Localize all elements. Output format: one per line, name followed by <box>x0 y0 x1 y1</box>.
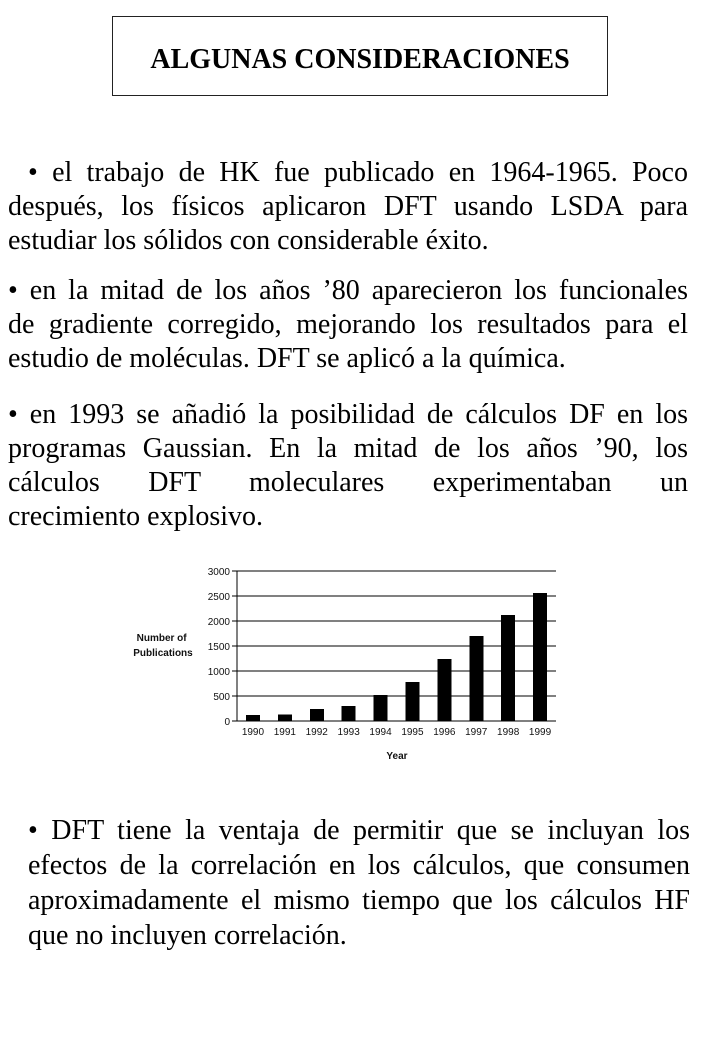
bullet-4-line: • DFT tiene la ventaja de permitir que se incluyan los <box>28 815 690 846</box>
bullet-4-line: que no incluyen correlación. <box>28 920 347 951</box>
bullet-1-line: estudiar los sólidos con considerable éxito. <box>8 225 489 256</box>
bar-1998 <box>501 615 515 721</box>
bar-1994 <box>374 695 388 721</box>
x-tick-label: 1998 <box>497 727 520 738</box>
y-tick-label: 3000 <box>207 567 230 578</box>
x-tick-label: 1996 <box>433 727 456 738</box>
y-axis-label: Number of Publications <box>133 633 193 659</box>
bullet-1-line: después, los físicos aplicaron DFT usando LSDA para <box>8 191 688 222</box>
x-tick-label: 1990 <box>241 727 265 738</box>
x-tick-label: 1993 <box>337 727 360 738</box>
x-axis-label: Year <box>386 751 408 762</box>
bullet-paragraph-2 <box>8 274 688 376</box>
bullet-paragraph-4 <box>28 813 690 953</box>
x-tick-label: 1999 <box>528 727 552 738</box>
bullet-4-line: aproximadamente el mismo tiempo que los cálculos HF <box>28 885 690 916</box>
bar-1991 <box>278 715 292 722</box>
bullet-3-line: • en 1993 se añadió la posibilidad de cálculos DF en los <box>8 399 688 430</box>
bullet-4-line: efectos de la correlación en los cálculos, que consumen <box>28 850 690 881</box>
x-tick-label: 1992 <box>305 727 328 738</box>
y-tick-label: 500 <box>213 692 230 703</box>
bullet-3-line: programas Gaussian. En la mitad de los años ’90, los <box>8 433 688 464</box>
y-tick-label: 0 <box>224 717 230 728</box>
bullet-3-line: crecimiento explosivo. <box>8 501 264 532</box>
bar-1996 <box>437 659 451 721</box>
page-title: ALGUNAS CONSIDERACIONES <box>150 44 570 75</box>
publications-bar-chart <box>118 560 566 770</box>
bullet-paragraph-3 <box>8 398 688 534</box>
bullet-2-line: de gradiente corregido, mejorando los resultados para el <box>8 309 688 340</box>
y-tick-label: 1000 <box>207 667 230 678</box>
title-box <box>112 16 608 96</box>
x-tick-label: 1997 <box>465 727 488 738</box>
y-tick-label: 1500 <box>207 642 230 653</box>
bullet-2-line: • en la mitad de los años ’80 aparecieron los funcionales <box>8 275 688 306</box>
bar-1997 <box>469 636 483 721</box>
x-tick-label: 1991 <box>273 727 296 738</box>
bar-1992 <box>310 709 324 721</box>
x-tick-label: 1994 <box>369 727 392 738</box>
bar-1990 <box>246 715 260 721</box>
y-tick-label: 2000 <box>207 617 230 628</box>
bar-1995 <box>405 682 419 721</box>
bullet-1-line: • el trabajo de HK fue publicado en 1964-1965. Poco <box>28 157 688 188</box>
y-tick-label: 2500 <box>207 592 230 603</box>
bullet-2-line: estudio de moléculas. DFT se aplicó a la química. <box>8 343 566 374</box>
bar-1993 <box>342 706 356 721</box>
bullet-3-line: cálculos DFT moleculares experimentaban un <box>8 467 688 498</box>
x-tick-label: 1995 <box>401 727 424 738</box>
bullet-paragraph-1 <box>8 156 688 258</box>
bar-1999 <box>533 593 547 721</box>
